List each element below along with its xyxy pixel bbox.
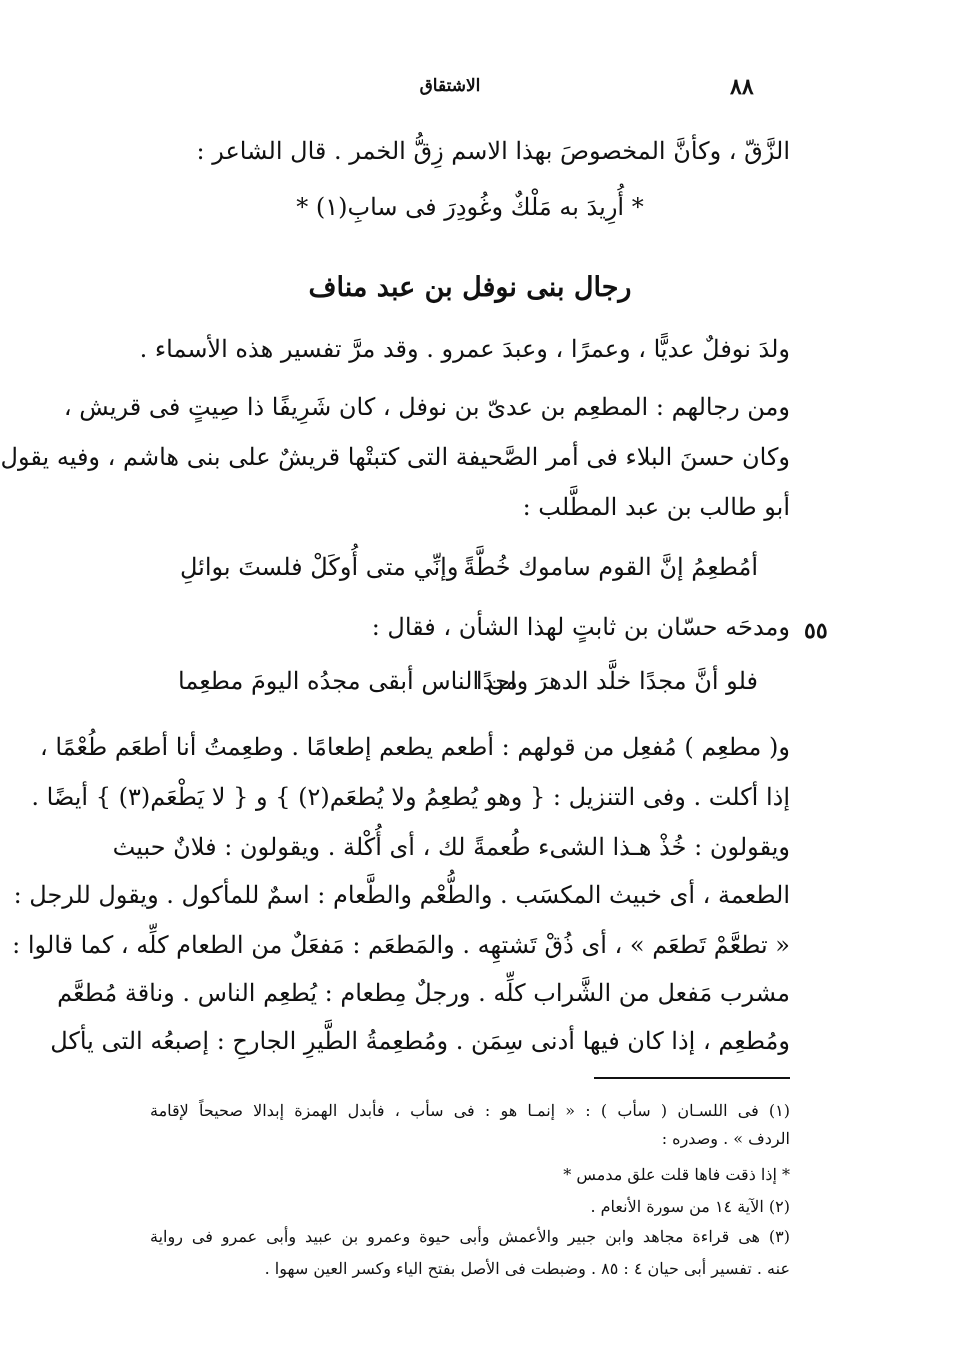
footnote-line: (٢) الآية ١٤ من سورة الأنعام . — [590, 1197, 790, 1216]
footnote-line: عنه . تفسير أبى حيان ٤ : ٨٥ . وضبطت فى الأصل بفتح الياء وكسر العين سهوا . — [264, 1259, 790, 1278]
paragraph-line: الطعمة ، أى خبيث المكسَب . والطُّعْم والطَّعام : اسمٌ للمأكول . ويقول للرجل : — [13, 881, 790, 909]
paragraph-line: ولدَ نوفلٌ عديًّا ، وعمرًا ، وعبدَ عمرو . وقد مرَّ تفسير هذه الأسماء . — [139, 335, 790, 363]
verse-hemistich-second: من الناس أبقى مجدُه اليومَ مطعِما — [178, 667, 518, 695]
verse-hemistich-first: أمُطعِمُ إنَّ القوم ساموك خُطَّةً — [463, 553, 758, 581]
paragraph-line: ومُطعِم ، إذا كان فيها أدنى سِمَن . ومُطعِمةُ الطَّيرِ الجارحِ : إصبعُه التى يأكل — [50, 1027, 790, 1055]
paragraph-line: « تطعَّمْ تَطعَم » ، أى ذُقْ تَشتهِه . والمَطعَم : مَفعَلٌ من الطعام كلِّه ، كما قالوا : — [12, 931, 790, 959]
paragraph-line: أبو طالب بن عبد المطَّلب : — [522, 493, 790, 521]
paragraph-line: و( مطعِم ) مُفعِل من قولهم : أطعم يطعم إطعامًا . وطعِمتُ أنا أطعَم طُعْمًا ، — [39, 733, 790, 761]
page-number: ٨٨ — [730, 74, 754, 100]
intro-line: الزَّقّ ، وكأنَّ المخصوصَ بهذا الاسم زِقُّ الخمر . قال الشاعر : — [196, 137, 790, 165]
paragraph-line: ومدحَه حسّان بن ثابتٍ لهذا الشأن ، فقال : — [371, 613, 790, 641]
footnote-verse: * إذا ذقت فاها قلت علق مدمس * — [563, 1165, 790, 1184]
paragraph-line: مشرب مَفعل من الشَّراب كلِّه . ورجلٌ مِطعام : يُطعِم الناس . وناقة مُطعَّم — [57, 979, 790, 1007]
paragraph-line: ويقولون : خُذْ هـذا الشىء طُعمةً لك ، أى أُكْلة . ويقولون : فلانٌ حبيث — [112, 833, 790, 861]
running-title: الاشتقاق — [419, 76, 481, 96]
footnote-line: الردف » . وصدره : — [661, 1129, 790, 1148]
footnote-line: (١) فى اللسـان ( سأب ) : « إنمـا هو : فى سأب ، فأبدل الهمزة إبدالا صحيحاً لإقامة — [150, 1101, 790, 1120]
verse-hemistich-second: وإنِّي متى أُوكَلْ فلستَ بوائلِ — [180, 553, 459, 581]
paragraph-line: وكان حسنَ البلاء فى أمر الصَّحيفة التى كتبتْها قريشٌ على بنى هاشم ، وفيه يقول — [0, 443, 790, 471]
margin-number: ٥٥ — [804, 618, 828, 644]
paragraph-line: إذا أكلت . وفى التنزيل : { وهو يُطعِمُ ولا يُطعَم(٢) } و { لا يَطْعَم(٣) } أيضًا . — [31, 783, 790, 811]
intro-verse: * أُرِيدَ به مَلْكٌ وغُودِرَ فى سابِ(١) * — [296, 193, 644, 221]
paragraph-line: ومن رجالهم : المطعِم بن عدىّ بن نوفل ، كان شَرِيفًا ذا صِيتٍ فى قريش ، — [63, 393, 790, 421]
footnote-divider — [594, 1077, 790, 1079]
footnote-line: (٣) هى قراءة مجاهد وابن جبير والأعمش وأبى حيوة وعمرو بن عبيد وأبى عمرو فى رواية — [150, 1227, 791, 1246]
section-heading: رجال بنى نوفل بن عبد مناف — [308, 272, 632, 303]
verse-hemistich-first: فلو أنَّ مجدًا خلَّد الدهرَ واحدًا — [475, 667, 758, 695]
